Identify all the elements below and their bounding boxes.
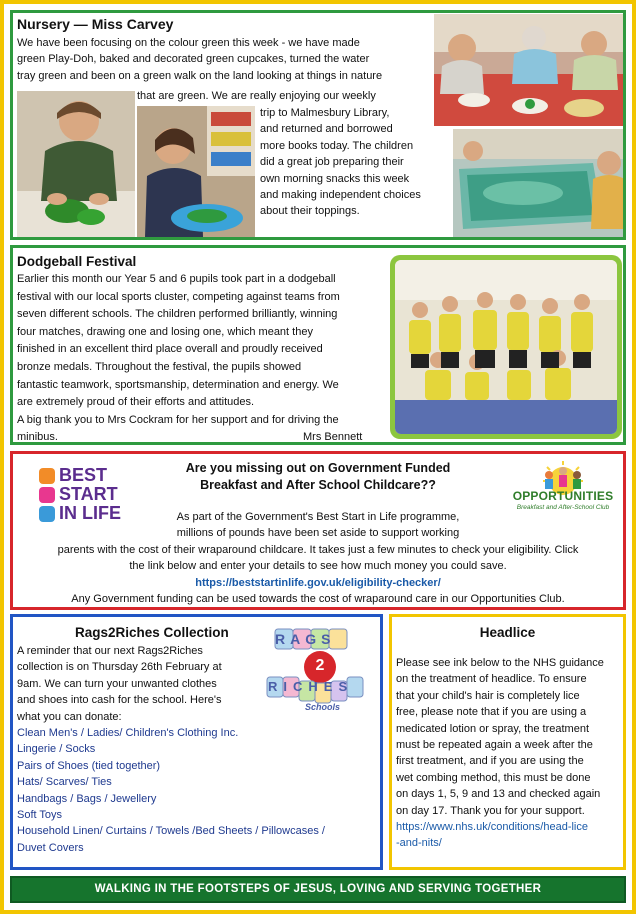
text-line: did a great job preparing their (260, 156, 404, 169)
headlice-text (396, 655, 624, 852)
text-line: Please see ink below to the NHS guidance (396, 657, 604, 669)
logo-text-riches: RICHES (268, 679, 354, 694)
logo-text-in-life: IN LIFE (59, 503, 121, 523)
logo-square-blue (39, 506, 55, 522)
opportunities-logo (503, 459, 623, 519)
text-line: first treatment, and if you are using the (396, 755, 584, 768)
best-start-body-bottom (13, 542, 623, 608)
rags2riches-title: Rags2Riches Collection (75, 625, 229, 640)
photo-cupcakes (434, 14, 626, 126)
logo-text-best: BEST (59, 465, 108, 485)
list-item: Soft Toys (17, 809, 63, 822)
text-line: about their toppings. (260, 205, 360, 218)
dodgeball-last-line (17, 429, 392, 445)
photo-painting (137, 106, 255, 237)
list-item: Duvet Covers (17, 841, 84, 854)
text-line: own morning snacks this week (260, 172, 410, 185)
nursery-text-top (17, 35, 437, 84)
text-line: green Play-Doh, baked and decorated green cupcakes, turned the water (17, 53, 370, 66)
nhs-headlice-link-continued[interactable]: -and-nits/ (396, 837, 442, 850)
text-line: trip to Malmesbury Library, (260, 107, 390, 119)
list-item: Clean Men's / Ladies/ Children's Clothing Inc. (17, 727, 239, 739)
logo-text-schools: Schools (305, 702, 341, 712)
donation-list (17, 725, 382, 856)
nhs-headlice-link[interactable]: https://www.nhs.uk/conditions/head-lice (396, 821, 588, 834)
logo-square-orange (39, 468, 55, 484)
text-line: A big thank you to Mrs Cockram for her support and for driving the (17, 413, 339, 426)
nursery-section (10, 10, 626, 240)
text-line: on day 17. Thank you for your support. (396, 804, 585, 817)
list-item: Pairs of Shoes (tied together) (17, 759, 161, 772)
headlice-title: Headlice (479, 625, 536, 640)
best-start-body-top (163, 509, 473, 542)
text-line: wet combing method, this must be done (396, 771, 591, 784)
text-line: festival with our local sports cluster, competing against teams from (17, 290, 340, 303)
text-line: what you can donate: (17, 710, 122, 723)
nursery-text-mid: that are green. We are really enjoying our weekly (137, 90, 376, 102)
text-line: We have been focusing on the colour green this week - we have made (17, 37, 360, 49)
dodgeball-text (17, 271, 392, 445)
headlice-section (389, 614, 626, 870)
list-item: Lingerie / Socks (17, 743, 96, 756)
text-line: Earlier this month our Year 5 and 6 pupils took part in a dodgeball (17, 273, 336, 285)
text-line: on days 1, 5, 9 and 13 and checked again (396, 788, 601, 801)
text-line: medicated lotion or spray, the treatment (396, 722, 590, 735)
logo-square-pink (39, 487, 55, 503)
opportunities-logo-subtitle: Breakfast and After-School Club (516, 504, 610, 511)
text-line: must be repeated again a week after the (396, 739, 593, 752)
text-line: parents with the cost of their wraparound childcare. It takes just a few minutes to check your eligibility. Click (57, 544, 579, 556)
photo-dodgeball-team (390, 255, 622, 439)
text-line: 9am. We can turn your unwanted clothes (17, 677, 217, 690)
photo-water-tray (453, 129, 626, 238)
text-line: are extremely proud of their efforts and attitudes. (17, 396, 255, 409)
eligibility-checker-link[interactable]: https://beststartinlife.gov.uk/eligibility-checker/ (195, 576, 441, 589)
text-line: that your child's hair is completely lice (396, 689, 580, 702)
text-line: free, please note that if you are using a (396, 706, 587, 719)
best-start-section (10, 451, 626, 610)
photo-play-doh (17, 91, 135, 237)
list-item: Hats/ Scarves/ Ties (17, 776, 112, 789)
text-line: tray green and been on a green walk on the land looking at things in nature (17, 69, 383, 82)
logo-text-rags: RAGS (275, 631, 336, 647)
text-line: A reminder that our next Rags2Riches (17, 645, 203, 657)
logo-text-start: START (59, 484, 118, 504)
rags2riches-section (10, 614, 383, 870)
dodgeball-section (10, 245, 626, 445)
list-item: Household Linen/ Curtains / Towels /Bed Sheets / Pillowcases / (17, 825, 325, 838)
text-line: and making independent choices (260, 189, 421, 202)
text-line: minibus. (17, 431, 58, 444)
text-line: four matches, drawing one and losing one, which meant they (17, 325, 313, 338)
text-line: bronze medals. Throughout the festival, the pupils showed (17, 360, 302, 373)
text-line: more books today. The children (260, 139, 414, 152)
text-line: Any Government funding can be used towards the cost of wraparound care in our Opportunities Club. (71, 593, 565, 606)
nursery-text-narrow (260, 105, 445, 220)
text-line: seven different schools. The children performed brilliantly, winning (17, 308, 338, 321)
text-line: fantastic teamwork, sportsmanship, determination and energy. We (17, 378, 339, 391)
text-line: and returned and borrowed (260, 123, 393, 136)
text-line: on the treatment of headlice. To ensure (396, 673, 587, 686)
best-start-title (163, 460, 473, 494)
logo-text-two: 2 (315, 657, 325, 674)
text-line: As part of the Government's Best Start in Life programme, (176, 511, 460, 523)
text-line: finished in an excellent third place overall and proudly received (17, 343, 323, 356)
best-start-logo (35, 466, 135, 526)
list-item: Handbags / Bags / Jewellery (17, 792, 157, 805)
footer-motto: WALKING IN THE FOOTSTEPS OF JESUS, LOVING AND SERVING TOGETHER (10, 876, 626, 903)
rags2riches-intro (17, 643, 262, 725)
signature: Mrs Bennett (303, 431, 363, 444)
title-line: Breakfast and After School Childcare?? (200, 478, 436, 492)
opportunities-logo-title: OPPORTUNITIES (512, 489, 614, 503)
text-line: and shoes into cash for the school. Here's (17, 694, 222, 707)
text-line: the link below and enter your details to see how much money you could save. (129, 560, 507, 573)
title-line: Are you missing out on Government Funded (185, 461, 451, 475)
text-line: millions of pounds have been set aside to support working (176, 527, 460, 540)
nursery-title: Nursery — Miss Carvey (17, 16, 174, 32)
dodgeball-title: Dodgeball Festival (17, 254, 137, 269)
text-line: collection is on Thursday 26th February at (17, 661, 222, 674)
rags2riches-logo (265, 625, 375, 715)
